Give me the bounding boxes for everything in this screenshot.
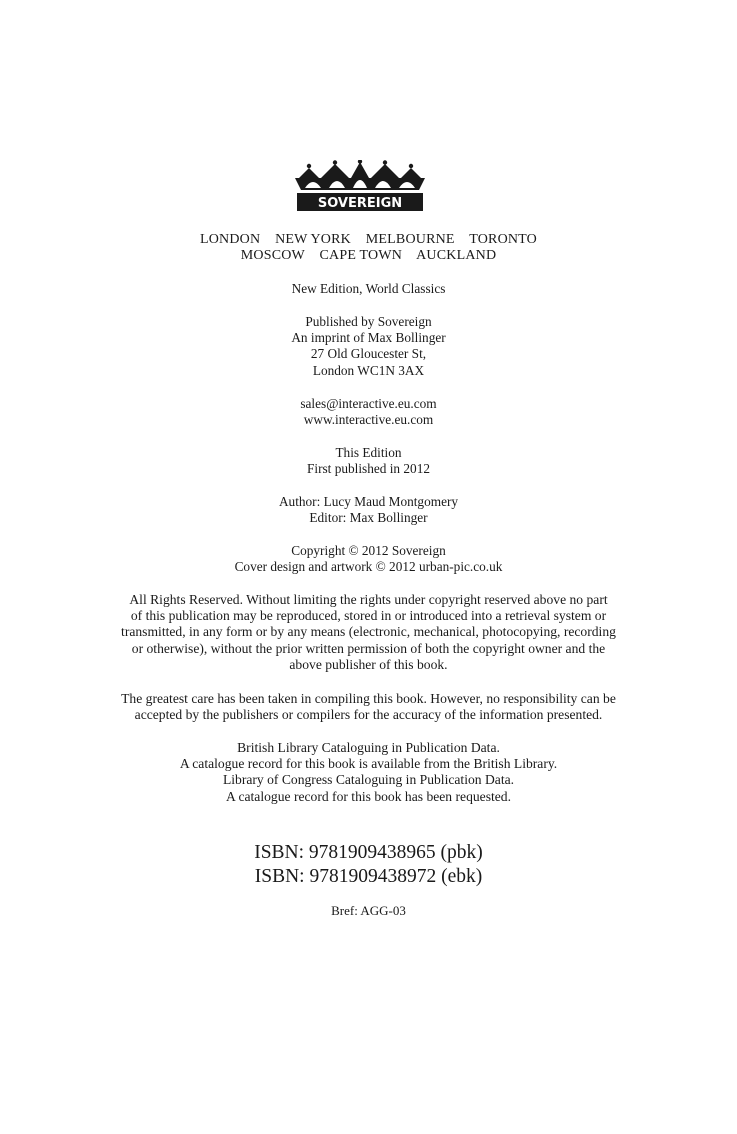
disclaimer-line: accepted by the publishers or compilers for the accuracy of the information presented. (134, 707, 603, 723)
disclaimer (0, 691, 737, 723)
rights-line: above publisher of this book. (289, 656, 448, 672)
rights-statement (0, 592, 737, 673)
edition-info (0, 445, 737, 477)
credits (0, 494, 737, 526)
bref-line: Bref: AGG-03 (331, 903, 406, 918)
rights-line: transmitted, in any form or by any means (electronic, mechanical, photocopying, recording (121, 624, 616, 640)
edition-line: New Edition, World Classics (291, 281, 446, 296)
copyright-notice (0, 543, 737, 575)
sovereign-logo (291, 160, 429, 214)
disclaimer-line: The greatest care has been taken in compiling this book. However, no responsibility can be (121, 691, 616, 706)
isbn-ebook: ISBN: 9781909438972 (ebk) (254, 866, 483, 887)
contact-website: www.interactive.eu.com (303, 412, 434, 428)
publisher-address (0, 314, 737, 379)
cataloguing-line: A catalogue record for this book is available from the British Library. (179, 756, 558, 772)
cities-list (0, 232, 737, 264)
cities-line: LONDON NEW YORK MELBOURNE TORONTO (199, 232, 537, 247)
copyright-line: Copyright © 2012 Sovereign (291, 543, 446, 558)
copyright-line: Cover design and artwork © 2012 urban-pic.co.uk (234, 559, 503, 575)
author-line: Author: Lucy Maud Montgomery (278, 494, 459, 509)
rights-line: of this publication may be reproduced, stored in or introduced into a retrieval system or (130, 608, 607, 624)
crown-icon (291, 160, 429, 214)
cataloguing-data (0, 740, 737, 805)
publisher-line: Published by Sovereign (305, 314, 432, 329)
contact-email: sales@interactive.eu.com (300, 396, 437, 411)
publisher-line: London WC1N 3AX (312, 362, 425, 378)
contact-info (0, 396, 737, 428)
edition-info-line: This Edition (335, 445, 402, 460)
cataloguing-line: A catalogue record for this book has been requested. (226, 788, 511, 804)
isbn-paperback: ISBN: 9781909438965 (pbk) (254, 842, 483, 863)
isbn-numbers (0, 841, 737, 889)
cataloguing-line: Library of Congress Cataloguing in Publication Data. (222, 772, 515, 788)
cities-line: MOSCOW CAPE TOWN AUCKLAND (240, 248, 497, 264)
cataloguing-line: British Library Cataloguing in Publication Data. (237, 740, 500, 755)
bref-code (0, 903, 737, 919)
edition-note (0, 281, 737, 297)
rights-line: All Rights Reserved. Without limiting the rights under copyright reserved above no part (129, 592, 608, 607)
logo-wordmark: SOVEREIGN (317, 196, 403, 211)
publisher-line: 27 Old Gloucester St, (310, 346, 427, 362)
publisher-line: An imprint of Max Bollinger (291, 330, 446, 346)
editor-line: Editor: Max Bollinger (309, 510, 428, 526)
edition-info-line: First published in 2012 (306, 461, 430, 477)
rights-line: or otherwise), without the prior written permission of both the copyright owner and the (131, 640, 606, 656)
